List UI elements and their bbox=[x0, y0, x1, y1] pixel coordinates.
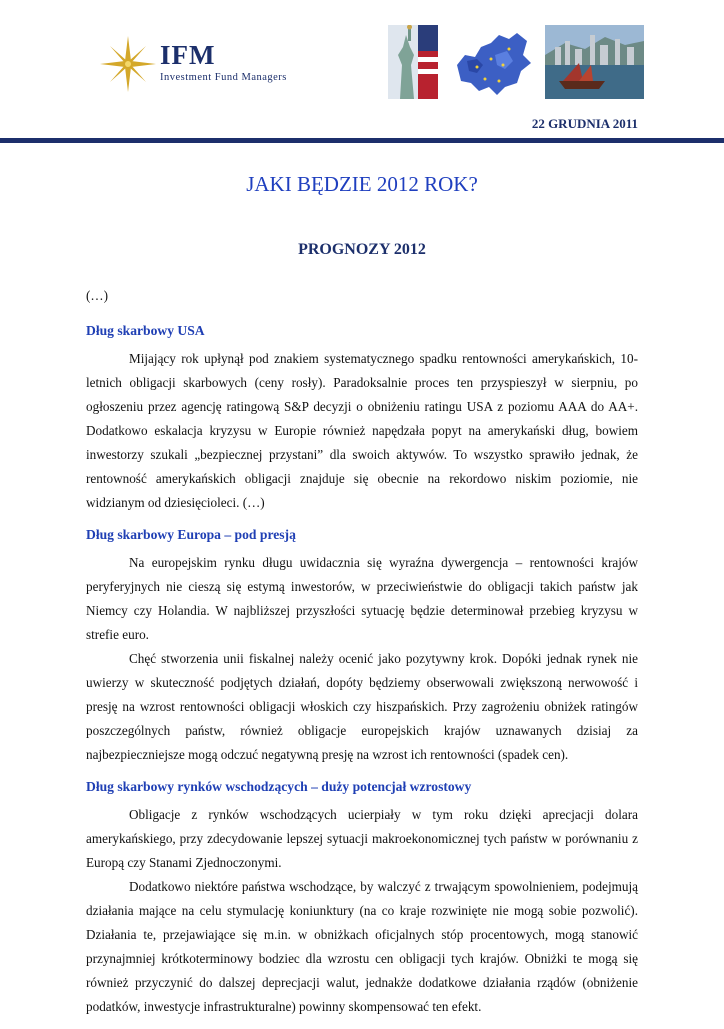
section-emerging-markets-debt bbox=[86, 777, 638, 1019]
logo-subtitle: Investment Fund Managers bbox=[160, 72, 287, 83]
intro-ellipsis: (…) bbox=[86, 288, 108, 303]
paragraph: Mijający rok upłynął pod znakiem systematycznego spadku rentowności amerykańskich, 10-letnich obligacji skarbowych (ceny rosły). Paradoksalnie proces ten przyspieszył w sierpniu, po ogłoszeniu przez agencję ratingową S&P decyzji o obniżeniu ratingu USA z poziomu AAA do AA+. Dodatkowo eskalacja kryzysu w Europie również napędzała popyt na amerykański dług, bowiem inwestorzy szukali „bezpiecznej przystani” dla swoich aktywów. To wszystko sprawiło jednak, że rentowność amerykańskich obligacji znajduje się obecnie na rekordowo niskim poziomie, nie widzianym od dziesięcioleci. (…) bbox=[86, 351, 638, 510]
document-title: JAKI BĘDZIE 2012 ROK? bbox=[246, 172, 478, 196]
section-heading: Dług skarbowy Europa – pod presją bbox=[86, 527, 296, 542]
section-usa-debt bbox=[86, 321, 638, 515]
paragraph: Dodatkowo niektóre państwa wschodzące, by walczyć z trwającym spowolnieniem, podejmują działania mające na celu stymulację koniunktury (na co kraje rozwinięte nie mogą sobie pozwolić). Działania te, przejawiające się m.in. w obniżkach oficjalnych stóp procentowych, mogą stanowić przynajmniej krótkoterminowy bodziec dla wzrostu cen obligacji tych krajów. Obniżki te mogą się również przyczynić do dalszej deprecjacji walut, jednakże dodatkowe działania rządów (obniżenie podatków, inwestycje infrastrukturalne) powinny skompensować ten efekt. bbox=[86, 879, 638, 1014]
logo-name: IFM bbox=[160, 40, 216, 70]
hong-kong-harbour-photo bbox=[545, 25, 644, 99]
header-divider bbox=[0, 138, 724, 143]
page-header bbox=[0, 0, 724, 140]
europe-map-photo bbox=[447, 25, 537, 99]
issue-date: 22 GRUDNIA 2011 bbox=[531, 116, 638, 131]
section-heading: Dług skarbowy rynków wschodzących – duży potencjał wzrostowy bbox=[86, 779, 472, 794]
paragraph: Obligacje z rynków wschodzących ucierpiały w tym roku dzięki aprecjacji dolara amerykańskiego, przy zdecydowanie lepszej sytuacji makroekonomicznej tych państw w porównaniu z Europą czy Stanami Zjednoczonymi. bbox=[86, 807, 638, 870]
paragraph: Na europejskim rynku długu uwidacznia się wyraźna dywergencja – rentowności krajów peryferyjnych nie cieszą się estymą inwestorów, w przeciwieństwie do obligacji takich państw jak Niemcy czy Holandia. W najbliższej przyszłości sytuację będzie determinował przebieg kryzysu w strefie euro. bbox=[86, 555, 638, 642]
paragraph: Chęć stworzenia unii fiskalnej należy ocenić jako pozytywny krok. Dopóki jednak rynek nie uwierzy w skuteczność podjętych działań, dopóty będziemy obserwowali zwiększoną nerwowość i presję na wzrost rentowności obligacji włoskich czy hiszpańskich. Przy zagrożeniu obniżek ratingów poszczególnych państw, również obligacje europejskich krajów uznawanych dzisiaj za najbezpieczniejsze mogą odczuć negatywną presję na wzrost ich rentowności (spadek cen). bbox=[86, 651, 638, 762]
compass-star-icon bbox=[100, 36, 156, 92]
document-body bbox=[86, 286, 638, 1029]
statue-of-liberty-photo bbox=[388, 25, 438, 99]
document-subtitle: PROGNOZY 2012 bbox=[298, 241, 426, 258]
section-europe-debt bbox=[86, 525, 638, 767]
ifm-logo bbox=[100, 36, 340, 96]
section-heading: Dług skarbowy USA bbox=[86, 323, 205, 338]
